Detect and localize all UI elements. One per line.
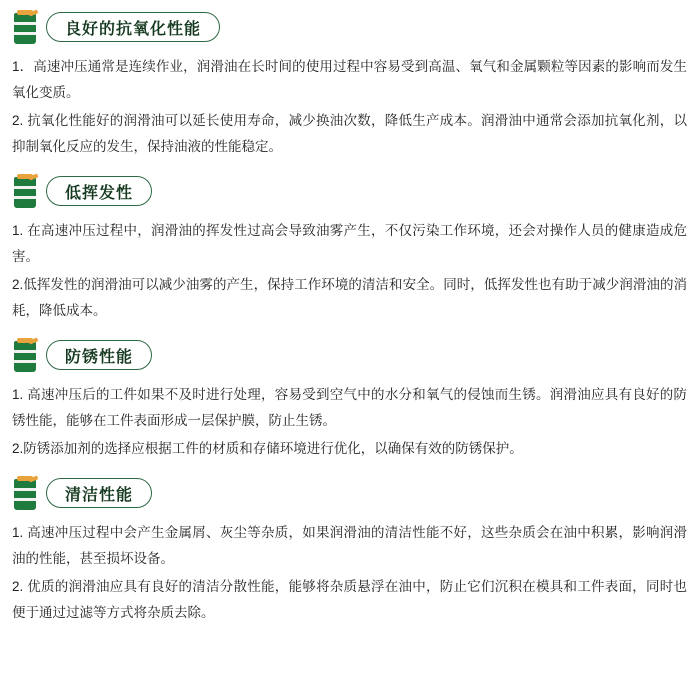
section-title: 防锈性能 — [46, 340, 152, 370]
section-paragraph: 1. 在高速冲压过程中，润滑油的挥发性过高会导致油雾产生，不仅污染工作环境，还会对操作人员的健康造成危害。 — [12, 223, 687, 264]
section-header — [12, 338, 687, 372]
section-rust-prevention — [12, 338, 687, 462]
section-paragraph: 2.低挥发性的润滑油可以减少油雾的产生，保持工作环境的清洁和安全。同时，低挥发性也有助于减少润滑油的消耗，降低成本。 — [12, 277, 687, 318]
section-title: 良好的抗氧化性能 — [46, 12, 220, 42]
section-paragraph: 1．高速冲压通常是连续作业，润滑油在长时间的使用过程中容易受到高温、氧气和金属颗粒等因素的影响而发生氧化变质。 — [12, 59, 687, 100]
section-paragraph: 1. 高速冲压过程中会产生金属屑、灰尘等杂质，如果润滑油的清洁性能不好，这些杂质会在油中积累，影响润滑油的性能，甚至损坏设备。 — [12, 525, 687, 566]
section-header — [12, 10, 687, 44]
oil-drum-icon — [12, 10, 38, 44]
section-paragraph: 2. 抗氧化性能好的润滑油可以延长使用寿命，减少换油次数，降低生产成本。润滑油中通常会添加抗氧化剂，以抑制氧化反应的发生，保持油液的性能稳定。 — [12, 113, 687, 154]
oil-drum-icon — [12, 338, 38, 372]
section-header — [12, 174, 687, 208]
oil-drum-icon — [12, 476, 38, 510]
section-title: 清洁性能 — [46, 478, 152, 508]
section-paragraph: 1. 高速冲压后的工件如果不及时进行处理，容易受到空气中的水分和氧气的侵蚀而生锈。润滑油应具有良好的防锈性能，能够在工件表面形成一层保护膜，防止生锈。 — [12, 387, 687, 428]
section-low-volatility — [12, 174, 687, 324]
section-paragraph: 2.防锈添加剂的选择应根据工件的材质和存储环境进行优化，以确保有效的防锈保护。 — [12, 441, 523, 456]
section-title: 低挥发性 — [46, 176, 152, 206]
section-paragraph: 2. 优质的润滑油应具有良好的清洁分散性能，能够将杂质悬浮在油中，防止它们沉积在模具和工件表面，同时也便于通过过滤等方式将杂质去除。 — [12, 579, 687, 620]
section-header — [12, 476, 687, 510]
oil-drum-icon — [12, 174, 38, 208]
section-cleanliness — [12, 476, 687, 626]
section-antioxidation — [12, 10, 687, 160]
